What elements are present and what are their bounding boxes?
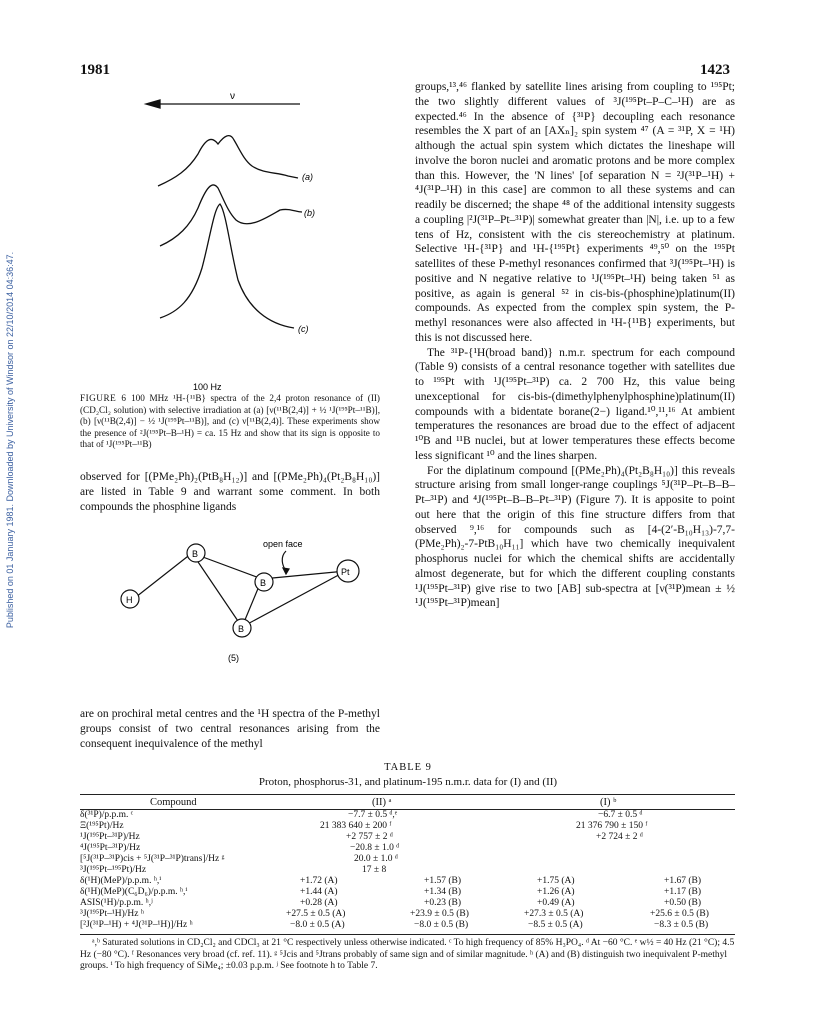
page-year: 1981 [80, 62, 110, 78]
structure-5-label: (5) [228, 653, 239, 663]
table-cell-i-a: −8.5 ± 0.5 (A) [528, 920, 583, 930]
atom-pt-label: Pt [341, 567, 350, 577]
paragraph: The ³¹P-{¹H(broad band)} n.m.r. spectrum for each compound (Table 9) consists of a central resonance together with satellites due to ¹⁹⁵Pt with ¹J(¹⁹⁵Pt–³¹P) ca. 2 700 Hz, this value being unexceptional for cis-bis-(dimethylphenylphosphine)platinum(II) compounds with a bidentate borane(2−) ligand.¹⁰,¹¹,¹⁶ At ambient temperatures the resonances are broad due to the effect of adjacent ¹⁰B and ¹¹B nuclei, but at lower temperatures these effects become less significant ¹⁰ and the lines sharpen. [415, 346, 735, 462]
table-title: TABLE 9 [384, 762, 432, 773]
open-face-pointer-head [283, 568, 289, 574]
table-cell-ii: 20.0 ± 1.0 ᵈ [354, 854, 398, 864]
arrow-label-nu: ν [230, 91, 235, 102]
trace-label-c: (c) [298, 324, 309, 334]
frequency-arrow-head [146, 100, 160, 108]
table-cell-ii-a: −8.0 ± 0.5 (A) [290, 920, 345, 930]
table-header-i: (I) ᵇ [600, 797, 617, 808]
left-column-text-bottom [80, 707, 380, 751]
spectrum-trace-a [158, 136, 298, 186]
table-row-label: Ξ(¹⁹⁵Pt)/Hz [80, 821, 124, 831]
table-cell-i-b: −8.3 ± 0.5 (B) [654, 920, 709, 930]
table-cell-i: −6.7 ± 0.5 ᵈ [598, 810, 643, 820]
table-row-label: ¹J(¹⁹⁵Pt–³¹P)/Hz [80, 832, 140, 842]
spectrum-trace-c [160, 204, 294, 328]
right-column-text [415, 80, 735, 611]
table-caption: Proton, phosphorus-31, and platinum-195 n.m.r. data for (I) and (II) [258, 776, 558, 788]
table-row-label: [²J(³¹P–¹H) + ⁴J(³¹P–¹H)]/Hz ʰ [80, 920, 193, 930]
table-cell-ii: −7.7 ± 0.5 ᵈ,ᵉ [348, 810, 398, 820]
table-cell-i: 21 376 790 ± 150 ᶠ [576, 821, 648, 831]
table-cell-i-b: +0.50 (B) [664, 898, 702, 908]
paragraph: groups,¹³,⁴⁶ flanked by satellite lines arising from coupling to ¹⁹⁵Pt; the two slightly different values of ³J(¹⁹⁵Pt–P–C–¹H) are as expected.⁴⁶ In the absence of {³¹P} decoupling each resonance resembles the X part of an [AXₙ]₂ spin system ⁴⁷ (A = ³¹P, X = ¹H) although the actual spin system which dictates the lineshape will involve the boron nuclei and aromatic protons and be more complex than this. However, the 'N lines' [of separation N = ²J(³¹P–¹H) + ⁴J(³¹P–¹H) in this case] are common to all these systems and can readily be discerned; the shape ⁴⁸ of the additional intensity suggests a coupling |²J(³¹P–Pt–³¹P)| somewhat greater than |N|, i.e. up to a few tens of Hz, consistent with the cis stereochemistry at platinum. Selective ¹H-{³¹P} and ¹H-{¹⁹⁵Pt} experiments ⁴⁹,⁵⁰ on the ¹⁹⁵Pt satellites of these P-methyl resonances confirmed that ³J(¹⁹⁵Pt–¹H) is positive and N negative relative to ¹J(¹⁹⁵Pt–¹H) being taken ⁵¹ as positive, as again is general ⁵² in cis-bis-(phosphine)platinum(II) compounds. As expected from the complex spin system, the P-methyl resonances were also affected in ¹H-{¹¹B} experiments, but this is not discussed here. [415, 81, 735, 344]
atom-b1-label: B [192, 549, 199, 559]
table-row-label: δ(¹H)(MeP)/p.p.m. ʰ,ⁱ [80, 876, 162, 886]
table-cell-ii: +2 757 ± 2 ᵈ [346, 832, 393, 842]
table-row-label: ASIS(¹H)/p.p.m. ʰ,ʲ [80, 898, 153, 908]
table-cell-i-a: +27.3 ± 0.5 (A) [524, 909, 584, 919]
table-header-ii: (II) ᵃ [372, 797, 392, 808]
table-rule-bottom [80, 934, 735, 935]
spectrum-trace-b [160, 185, 302, 246]
table-cell-i: +2 724 ± 2 ᵈ [596, 832, 643, 842]
table-cell-ii: 17 ± 8 [362, 865, 387, 875]
download-watermark-text: Published on 01 January 1981. Downloaded by University of Windsor on 22/10/2014 04:36:47. [5, 251, 15, 629]
table-cell-ii-b: +0.23 (B) [424, 898, 462, 908]
figure-6-spectra [80, 88, 380, 390]
figure-6-caption-label: FIGURE 6 [80, 393, 127, 403]
table-footnote-text: ᵃ,ᵇ Saturated solutions in CD₂Cl₂ and CDCl₃ at 21 °C respectively unless otherwise indicated. ᶜ To high frequency of 85% H₃PO₄. ᵈ At −60 °C. ᵉ w½ = 40 Hz (21 °C); 4.5 Hz (−80 °C). ᶠ Resonances very broad (cf. ref. 11). ᵍ ⁵Jcis and ⁵Jtrans probably of same sign and of similar magnitude. ʰ (A) and (B) distinguish two inequivalent P-methyl groups. ⁱ To high frequency of SiMe₄; ±0.03 p.p.m. ʲ See footnote h to Table 7. [80, 938, 735, 971]
table-cell-i-b: +1.17 (B) [664, 887, 702, 897]
table-row-label: ³J(¹⁹⁵Pt–¹H)/Hz ʰ [80, 909, 144, 919]
table-cell-ii-b: −8.0 ± 0.5 (B) [414, 920, 469, 930]
scale-label: 100 Hz [193, 382, 222, 390]
table-cell-ii-b: +23.9 ± 0.5 (B) [410, 909, 469, 919]
bond-b1-b3 [192, 553, 242, 627]
table-row-label: [⁵J(³¹P–³¹P)cis + ⁵J(³¹P–³¹P)trans]/Hz ᵍ [80, 854, 225, 864]
page-number: 1423 [700, 62, 730, 78]
table-cell-i-a: +1.26 (A) [537, 887, 575, 897]
table-cell-ii-a: +1.44 (A) [300, 887, 338, 897]
table-cell-ii: −20.8 ± 1.0 ᵈ [350, 843, 400, 853]
bond-h-b1 [136, 553, 192, 597]
paragraph: For the diplatinum compound [(PMe₂Ph)₄(Pt₂B₈H₁₀)] this reveals structure arising from small longer-range couplings ⁵J(³¹P–Pt–B–B–Pt–³¹P) and ⁴J(¹⁹⁵Pt–B–B–Pt–³¹P) (Figure 7). It is apposite to point out here that the origin of this fine structure differs from that observed ⁹,¹⁶ for compounds such as [4-(2′-B₁₀H₁₃)-7,7-(PMe₂Ph)₂-7-PtB₁₀H₁₁] which have two chemically inequivalent phosphorus nuclei for which the chemical shifts are accidentally almost degenerate, but for which the different coupling constants ¹J(¹⁹⁵Pt–³¹P) give rise to two [AB] sub-spectra at [ν(³¹P)mean ± ½ ¹J(¹⁹⁵Pt–³¹P)mean] [415, 464, 735, 610]
structure-5-diagram [110, 535, 370, 665]
trace-label-a: (a) [302, 172, 313, 182]
table-row-label: δ(³¹P)/p.p.m. ᶜ [80, 810, 134, 820]
atom-b3-label: B [238, 624, 245, 634]
table-rule-top [80, 794, 735, 795]
download-watermark [2, 180, 18, 700]
figure-6-caption-text: 100 MHz ¹H-{¹¹B} spectra of the 2,4 proton resonance of (II) (CD₂Cl₂ solution) with selective irradiation at (a) [ν(¹¹B(2,4)] + ½ ¹J(¹⁹⁵Pt–¹¹B)], (b) [ν(¹¹B(2,4)] − ½ ¹J(¹⁹⁵Pt–¹¹B)], and (c) ν[¹¹B(2,4)]. These experiments show the presence of ²J(¹⁹⁵Pt–B–¹H) = ca. 15 Hz and show that its sign is opposite to that of ¹J(¹⁹⁵Pt–¹¹B) [80, 393, 380, 449]
table-row-label: ⁴J(¹⁹⁵Pt–³¹P)/Hz [80, 843, 141, 853]
atom-h-label: H [126, 595, 133, 605]
table-cell-ii: 21 383 640 ± 200 ᶠ [320, 821, 392, 831]
table-header-compound: Compound [150, 797, 197, 808]
trace-label-b: (b) [304, 208, 315, 218]
figure-6-caption [80, 393, 380, 451]
paragraph: are on prochiral metal centres and the ¹H spectra of the P-methyl groups consist of two central resonances arising from the consequent inequivalence of the methyl [80, 708, 380, 750]
paragraph: observed for [(PMe₂Ph)₂(PtB₈H₁₂)] and [(PMe₂Ph)₄(Pt₂B₈H₁₀)] are listed in Table 9 and warrant some comment. In both compounds the phosphine ligands [80, 471, 380, 513]
table-cell-i-b: +25.6 ± 0.5 (B) [650, 909, 709, 919]
table-cell-i-a: +1.75 (A) [537, 876, 575, 886]
table-cell-i-a: +0.49 (A) [537, 898, 575, 908]
table-footnotes [80, 938, 735, 973]
open-face-label: open face [263, 539, 303, 549]
table-row-label: ³J(¹⁹⁵Pt–¹⁹⁵Pt)/Hz [80, 865, 147, 875]
table-cell-ii-a: +0.28 (A) [300, 898, 338, 908]
table-row-label: δ(¹H)(MeP)(C₆D₆)/p.p.m. ʰ,ⁱ [80, 887, 188, 897]
table-cell-ii-b: +1.57 (B) [424, 876, 462, 886]
table-cell-ii-a: +27.5 ± 0.5 (A) [286, 909, 346, 919]
atom-b2-label: B [260, 578, 267, 588]
table-cell-ii-b: +1.34 (B) [424, 887, 462, 897]
table-cell-i-b: +1.67 (B) [664, 876, 702, 886]
table-cell-ii-a: +1.72 (A) [300, 876, 338, 886]
left-column-text-top [80, 470, 380, 514]
